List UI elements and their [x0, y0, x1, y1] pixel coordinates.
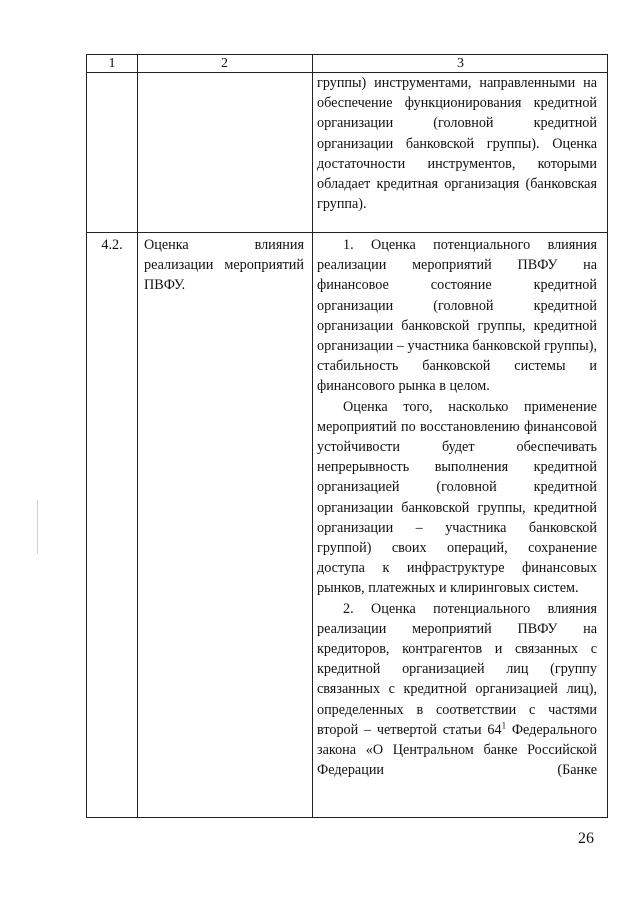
column-header-1: 1	[108, 56, 116, 71]
column-divider	[312, 55, 313, 817]
column-header-3: 3	[457, 56, 464, 71]
column-divider	[137, 55, 138, 817]
paragraph: 1. Оценка потенциального влияния реализации мероприятий ПВФУ на финансовое состояние кредитной организации (головной кредитной организации банковской группы, кредитной организации – участника банковской группы), стабильность банковской системы и финансового рынка в целом.	[317, 237, 597, 395]
requirements-table	[86, 54, 608, 818]
footnote-superscript: 1	[501, 720, 507, 731]
row1-col3-text: группы) инструментами, направленными на обеспечение функционирования кредитной организации (головной кредитной организации банковской группы). Оценка достаточности инструментов, которыми обладает кредитная организация (банковская группа).	[317, 75, 597, 213]
paragraph: Оценка того, насколько применение мероприятий по восстановлению финансовой устойчивости будет обеспечивать непрерывность выполнения кредитной организацией (головной кредитной организации банковской группы, кредитной организации – участника банковской группой) своих операций, сохранение доступа к инфраструктуре финансовых рынков, платежных и клиринговых систем.	[317, 398, 597, 597]
paragraph: 2. Оценка потенциального влияния реализации мероприятий ПВФУ на кредиторов, контрагентов и связанных с кредитной организацией лиц (группу связанных с кредитной организацией лиц), определенных в соответствии с частями второй – четвертой статьи $64^1$ Федерального закона «О Центральном банке Российской Федерации (Банке	[317, 600, 597, 779]
row2-number: 4.2.	[101, 237, 123, 253]
column-header-2: 2	[221, 56, 228, 71]
scan-margin-mark	[37, 500, 38, 554]
page-number: 26	[578, 830, 594, 847]
row2-col3-text	[317, 235, 597, 780]
row2-col2-text: Оценка влияния реализации мероприятий ПВФУ.	[144, 237, 304, 294]
row-divider	[87, 232, 607, 233]
